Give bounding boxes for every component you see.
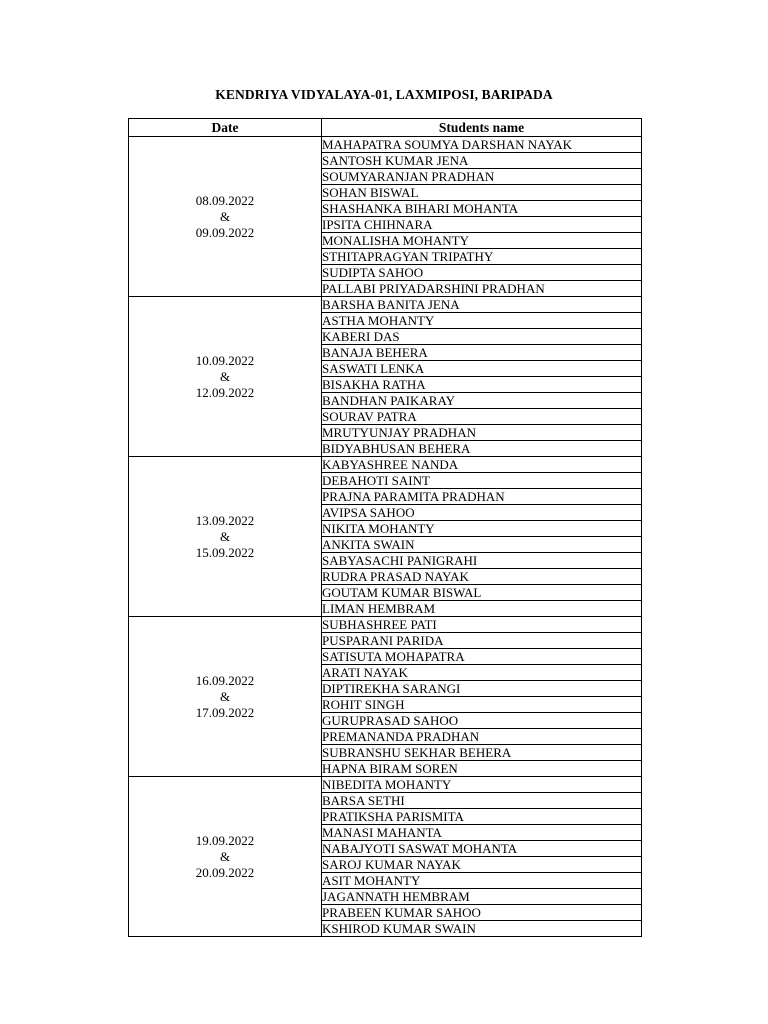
table-row <box>129 457 642 473</box>
student-name-cell: SANTOSH KUMAR JENA <box>322 153 642 169</box>
student-name-cell: SUBHASHREE PATI <box>322 617 642 633</box>
date-end: 20.09.2022 <box>195 864 255 880</box>
date-connector: & <box>219 528 231 544</box>
date-end: 15.09.2022 <box>195 544 255 560</box>
student-name-cell: NIBEDITA MOHANTY <box>322 777 642 793</box>
student-name-cell: PUSPARANI PARIDA <box>322 633 642 649</box>
date-column-header: Date <box>129 119 322 137</box>
student-name-cell: ANKITA SWAIN <box>322 537 642 553</box>
student-name-cell: NIKITA MOHANTY <box>322 521 642 537</box>
student-name-cell: SUDIPTA SAHOO <box>322 265 642 281</box>
date-start: 08.09.2022 <box>195 192 255 208</box>
student-name-cell: RUDRA PRASAD NAYAK <box>322 569 642 585</box>
schedule-table <box>128 118 642 937</box>
student-name-cell: ASIT MOHANTY <box>322 873 642 889</box>
student-name-cell: ASTHA MOHANTY <box>322 313 642 329</box>
student-name-cell: MONALISHA MOHANTY <box>322 233 642 249</box>
date-connector: & <box>219 688 231 704</box>
date-end: 09.09.2022 <box>195 224 255 240</box>
student-name-cell: JAGANNATH HEMBRAM <box>322 889 642 905</box>
student-name-cell: DEBAHOTI SAINT <box>322 473 642 489</box>
student-name-cell: MAHAPATRA SOUMYA DARSHAN NAYAK <box>322 137 642 153</box>
student-name-cell: IPSITA CHIHNARA <box>322 217 642 233</box>
document-title: KENDRIYA VIDYALAYA-01, LAXMIPOSI, BARIPADA <box>215 87 553 102</box>
date-end: 12.09.2022 <box>195 384 255 400</box>
student-name-cell: ARATI NAYAK <box>322 665 642 681</box>
date-start: 10.09.2022 <box>195 352 255 368</box>
student-name-cell: PRABEEN KUMAR SAHOO <box>322 905 642 921</box>
student-name-cell: SATISUTA MOHAPATRA <box>322 649 642 665</box>
student-name-cell: NABAJYOTI SASWAT MOHANTA <box>322 841 642 857</box>
date-range-cell <box>129 297 322 457</box>
student-name-cell: PRAJNA PARAMITA PRADHAN <box>322 489 642 505</box>
student-name-cell: PREMANANDA PRADHAN <box>322 729 642 745</box>
student-name-cell: BIDYABHUSAN BEHERA <box>322 441 642 457</box>
student-name-cell: BISAKHA RATHA <box>322 377 642 393</box>
student-name-cell: BARSHA BANITA JENA <box>322 297 642 313</box>
student-name-cell: MRUTYUNJAY PRADHAN <box>322 425 642 441</box>
date-connector: & <box>219 848 231 864</box>
student-name-cell: BANDHAN PAIKARAY <box>322 393 642 409</box>
student-name-cell: SHASHANKA BIHARI MOHANTA <box>322 201 642 217</box>
student-name-cell: SABYASACHI PANIGRAHI <box>322 553 642 569</box>
student-name-cell: MANASI MAHANTA <box>322 825 642 841</box>
student-name-cell: KSHIROD KUMAR SWAIN <box>322 921 642 937</box>
student-name-cell: SUBRANSHU SEKHAR BEHERA <box>322 745 642 761</box>
student-name-cell: BANAJA BEHERA <box>322 345 642 361</box>
table-row <box>129 297 642 313</box>
student-name-cell: DIPTIREKHA SARANGI <box>322 681 642 697</box>
date-range-cell <box>129 777 322 937</box>
date-range-cell <box>129 617 322 777</box>
student-name-cell: GOUTAM KUMAR BISWAL <box>322 585 642 601</box>
student-name-cell: GURUPRASAD SAHOO <box>322 713 642 729</box>
student-name-cell: SOURAV PATRA <box>322 409 642 425</box>
date-end: 17.09.2022 <box>195 704 255 720</box>
student-name-cell: KABERI DAS <box>322 329 642 345</box>
schedule-body <box>129 137 642 937</box>
student-name-cell: AVIPSA SAHOO <box>322 505 642 521</box>
date-range-cell <box>129 137 322 297</box>
table-row <box>129 617 642 633</box>
student-name-cell: KABYASHREE NANDA <box>322 457 642 473</box>
date-connector: & <box>219 368 231 384</box>
date-connector: & <box>219 208 231 224</box>
student-name-cell: SASWATI LENKA <box>322 361 642 377</box>
date-start: 19.09.2022 <box>195 832 255 848</box>
student-name-cell: SOHAN BISWAL <box>322 185 642 201</box>
date-start: 16.09.2022 <box>195 672 255 688</box>
table-row <box>129 777 642 793</box>
student-name-cell: PALLABI PRIYADARSHINI PRADHAN <box>322 281 642 297</box>
student-name-cell: PRATIKSHA PARISMITA <box>322 809 642 825</box>
table-row <box>129 137 642 153</box>
students-column-header: Students name <box>322 119 642 137</box>
student-name-cell: BARSA SETHI <box>322 793 642 809</box>
student-name-cell: SOUMYARANJAN PRADHAN <box>322 169 642 185</box>
table-header-row <box>129 119 642 137</box>
student-name-cell: SAROJ KUMAR NAYAK <box>322 857 642 873</box>
student-name-cell: STHITAPRAGYAN TRIPATHY <box>322 249 642 265</box>
student-name-cell: HAPNA BIRAM SOREN <box>322 761 642 777</box>
date-start: 13.09.2022 <box>195 512 255 528</box>
date-range-cell <box>129 457 322 617</box>
student-name-cell: LIMAN HEMBRAM <box>322 601 642 617</box>
student-name-cell: ROHIT SINGH <box>322 697 642 713</box>
